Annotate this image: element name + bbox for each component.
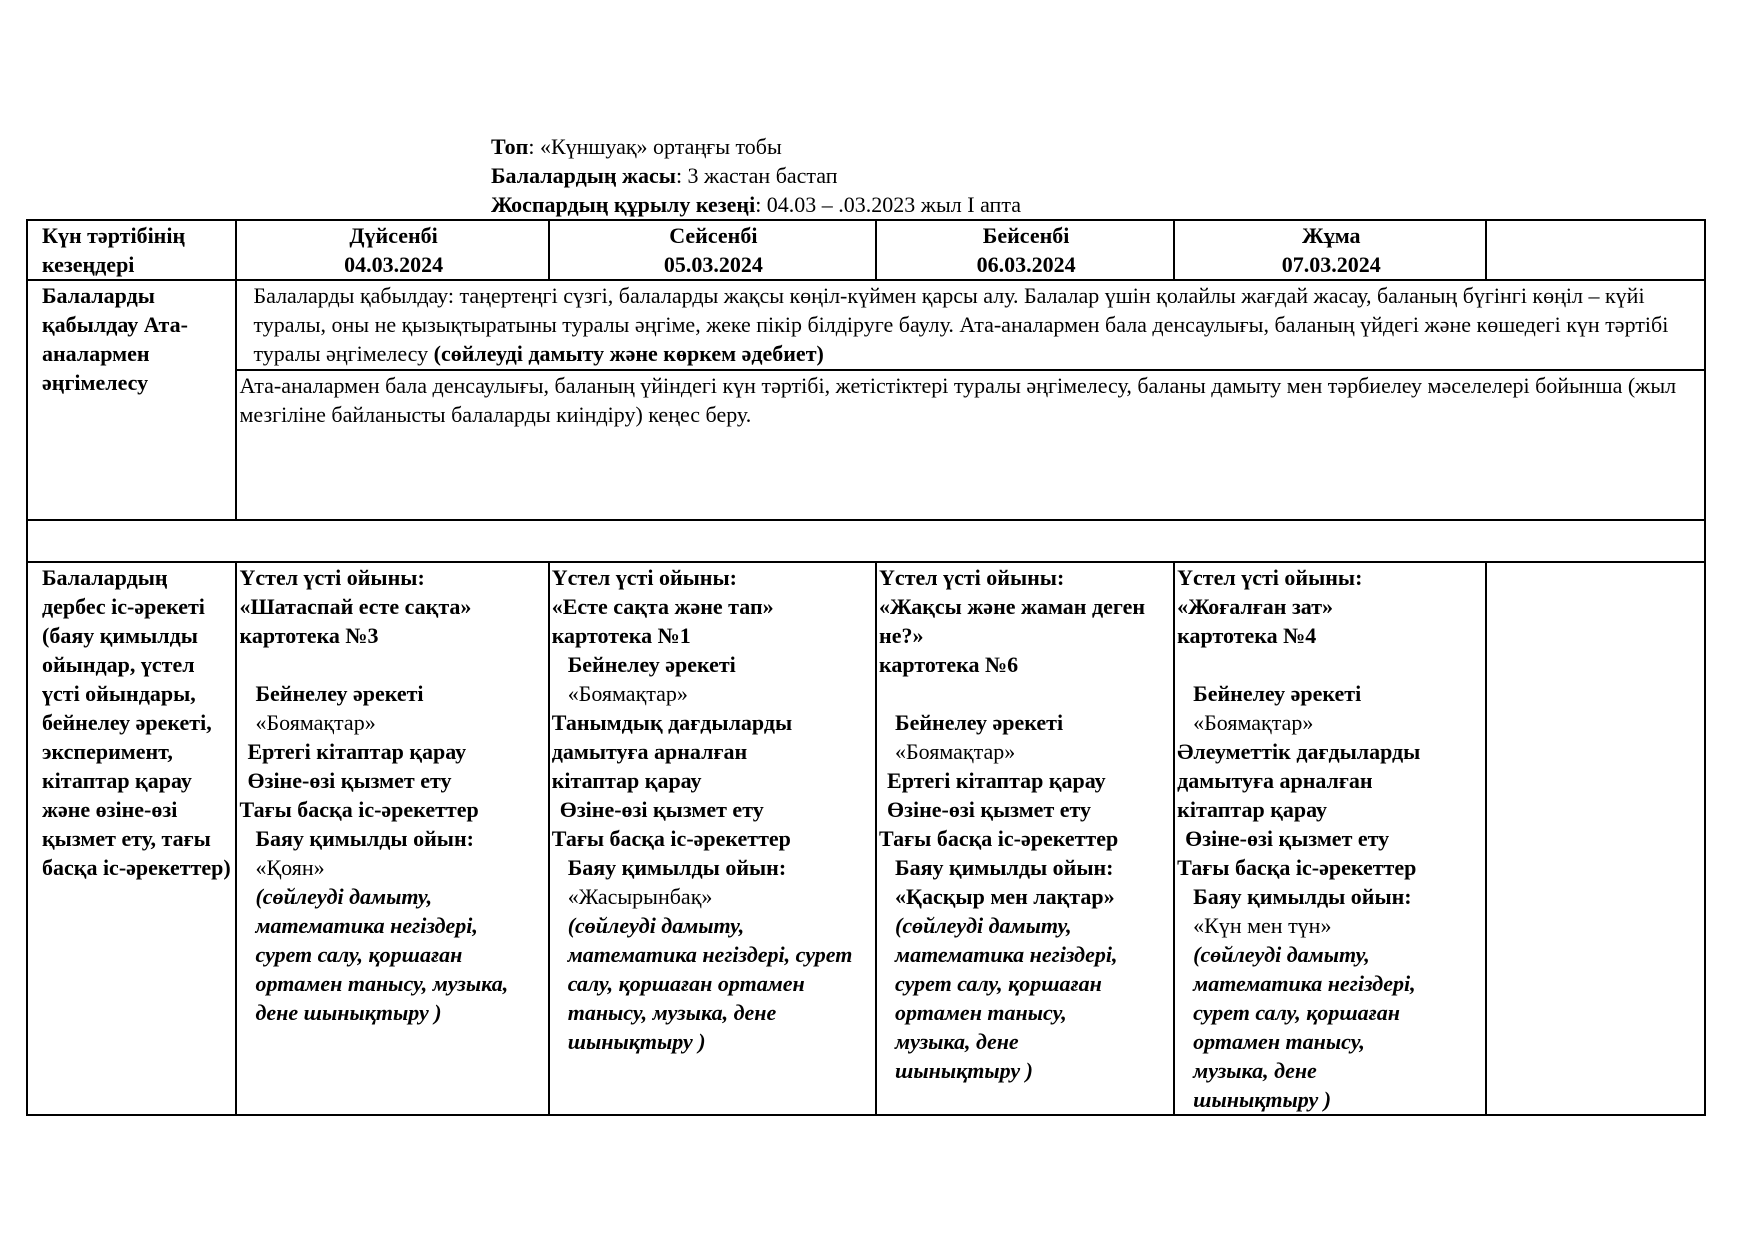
- reception-text: Балаларды қабылдау: таңертеңгі сүзгі, балаларды жақсы көңіл-күймен қарсы алу. Балалар үшін қолайлы жағдай жасау, баланың бүгінгі көңіл – күйі туралы, оны не қызықтыратыны туралы әңгіме, жеке пікір білдіруге баулу. Ата-аналармен бала денсаулығы, баланың үйдегі және көшедегі күн тәртібі туралы әңгімелесу (сөйлеуді дамыту және көркем әдебиет): [236, 280, 1705, 370]
- parents-row: [27, 370, 1705, 520]
- period-label: Жоспардың құрылу кезеңі: [491, 192, 756, 217]
- reception-text-bold: (сөйлеуді дамыту және көркем әдебиет): [433, 341, 824, 366]
- group-value: : «Күншуақ» ортаңғы тобы: [528, 134, 782, 159]
- activity-monday: Үстел үсті ойыны: «Шатаспай есте сақта» картотека №3 Бейнелеу әрекеті «Боямақтар» Ертегі кітаптар қарау Өзіне-өзі қызмет ету Тағы басқа іс-әрекеттер Баяу қимылды ойын: «Қоян» (сөйлеуді дамыту, математика негіздері, сурет салу, қоршаған ортамен танысу, музыка, дене шынықтыру ): [236, 562, 548, 1115]
- activity-label: Балалардың дербес іс-әрекеті (баяу қимылды ойындар, үстел үсті ойындары, бейнелеу әрекеті, эксперимент, кітаптар қарау және өзіне-өзі қызмет ету, тағы басқа іс-әрекеттер): [27, 562, 236, 1115]
- day-header-monday: Дүйсенбі 04.03.2024: [236, 220, 548, 280]
- activity-row: [27, 562, 1705, 1115]
- parents-text: Ата-аналармен бала денсаулығы, баланың үйіндегі күн тәртібі, жетістіктері туралы әңгімелесу, баланы дамыту мен тәрбиелеу мәселелері бойынша (жыл мезгіліне байланысты балаларды киіндіру) кеңес беру.: [236, 370, 1705, 520]
- table-header-row: [27, 220, 1705, 280]
- activity-friday: Үстел үсті ойыны: «Жоғалған зат» картотека №4 Бейнелеу әрекеті «Боямақтар» Әлеуметтік дағдыларды дамытуға арналған кітаптар қарау Өзіне-өзі қызмет ету Тағы басқа іс-әрекеттер Баяу қимылды ойын: «Күн мен түн» (сөйлеуді дамыту, математика негіздері, сурет салу, қоршаған ортамен танысу, музыка, дене шынықтыру ): [1174, 562, 1486, 1115]
- activity-empty-cell: [1486, 562, 1705, 1115]
- routine-column-header: Күн тәртібінің кезеңдері: [27, 220, 236, 280]
- group-label: Топ: [491, 134, 529, 159]
- activity-thursday: Үстел үсті ойыны: «Жақсы және жаман деген не?» картотека №6 Бейнелеу әрекеті «Боямақтар» Ертегі кітаптар қарау Өзіне-өзі қызмет ету Тағы басқа іс-әрекеттер Баяу қимылды ойын: «Қасқыр мен лақтар» (сөйлеуді дамыту, математика негіздері, сурет салу, қоршаған ортамен танысу, музыка, дене шынықтыру ): [876, 562, 1174, 1115]
- period-value: : 04.03 – .03.2023 жыл І апта: [755, 192, 1021, 217]
- empty-header-cell: [1486, 220, 1705, 280]
- age-value: : 3 жастан бастап: [675, 163, 838, 188]
- day-header-thursday: Бейсенбі 06.03.2024: [876, 220, 1174, 280]
- group-line: [491, 132, 1021, 161]
- plan-header: [491, 132, 1021, 219]
- age-label: Балалардың жасы: [491, 163, 676, 188]
- empty-row-cell: [27, 520, 1705, 562]
- reception-label: Балаларды қабылдау Ата-аналармен әңгімелесу: [27, 280, 236, 520]
- activity-tuesday: Үстел үсті ойыны: «Есте сақта және тап» картотека №1 Бейнелеу әрекеті «Боямақтар» Танымдық дағдыларды дамытуға арналған кітаптар қарау Өзіне-өзі қызмет ету Тағы басқа іс-әрекеттер Баяу қимылды ойын: «Жасырынбақ» (сөйлеуді дамыту, математика негіздері, сурет салу, қоршаған ортамен танысу, музыка, дене шынықтыру ): [549, 562, 876, 1115]
- day-header-tuesday: Сейсенбі 05.03.2024: [549, 220, 876, 280]
- period-line: [491, 190, 1021, 219]
- reception-row: [27, 280, 1705, 370]
- weekly-plan-table: [26, 219, 1706, 1116]
- empty-row: [27, 520, 1705, 562]
- day-header-friday: Жұма 07.03.2024: [1174, 220, 1486, 280]
- age-line: [491, 161, 1021, 190]
